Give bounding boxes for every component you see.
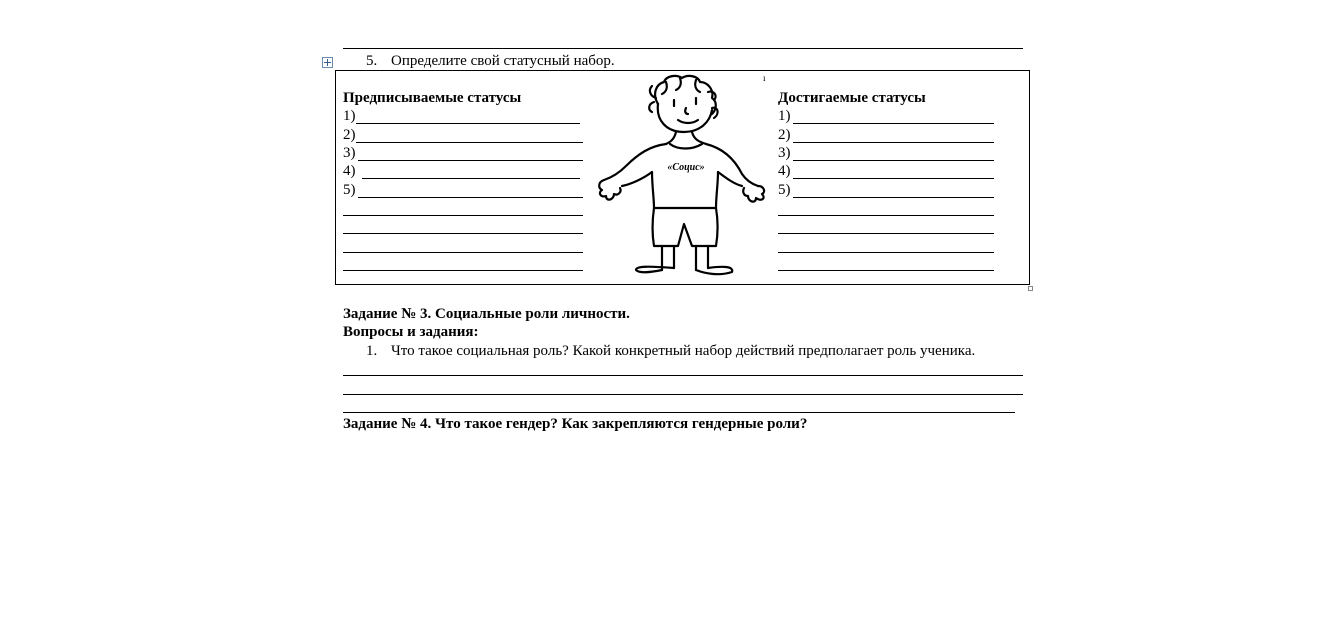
table-resize-handle[interactable] [1028, 286, 1033, 291]
achieved-line-9[interactable] [778, 270, 994, 271]
task-3-answer-line-1[interactable] [343, 375, 1023, 376]
socius-figure-drawing [596, 74, 768, 280]
task-3-subtitle: Вопросы и задания: [343, 324, 479, 340]
task-3-answer-line-3[interactable] [343, 412, 1015, 413]
ascribed-line-7[interactable] [343, 233, 583, 234]
ascribed-line-9[interactable] [343, 270, 583, 271]
achieved-row-5-number: 5) [778, 182, 791, 198]
cell-marker: ı [763, 73, 766, 83]
achieved-row-4-number: 4) [778, 163, 791, 179]
ascribed-row-4-number: 4) [343, 163, 356, 179]
achieved-line-2[interactable] [793, 142, 994, 143]
table-move-handle-icon[interactable] [322, 57, 333, 68]
ascribed-line-5[interactable] [358, 197, 583, 198]
task-4-title: Задание № 4. Что такое гендер? Как закрепляются гендерные роли? [343, 416, 808, 432]
achieved-line-8[interactable] [778, 252, 994, 253]
achieved-line-6[interactable] [778, 215, 994, 216]
ascribed-row-2-number: 2) [343, 127, 356, 143]
achieved-row-3-number: 3) [778, 145, 791, 161]
spell-check-mark [477, 104, 534, 107]
ascribed-line-6[interactable] [343, 215, 583, 216]
ascribed-statuses-label: Предписываемые статусы [343, 90, 522, 106]
achieved-line-7[interactable] [778, 233, 994, 234]
top-answer-line [343, 48, 1023, 49]
achieved-row-2-number: 2) [778, 127, 791, 143]
task-3-item-number: 1. [366, 343, 378, 359]
ascribed-line-3[interactable] [358, 160, 583, 161]
achieved-line-1[interactable] [793, 123, 994, 124]
achieved-line-3[interactable] [793, 160, 994, 161]
item-5-text: Определите свой статусный набор. [391, 53, 615, 69]
achieved-statuses-title: Достигаемые статусы [778, 90, 926, 106]
achieved-row-1-number: 1) [778, 108, 791, 124]
item-5-number: 5. [366, 53, 378, 69]
achieved-line-5[interactable] [793, 197, 994, 198]
achieved-line-4[interactable] [793, 178, 994, 179]
ascribed-line-8[interactable] [343, 252, 583, 253]
shirt-label: «Социс» [667, 162, 705, 173]
task-3-item-text: Что такое социальная роль? Какой конкретный набор действий предполагает роль ученика. [391, 343, 976, 359]
ascribed-row-3-number: 3) [343, 145, 356, 161]
ascribed-line-2[interactable] [356, 142, 583, 143]
ascribed-row-5-number: 5) [343, 182, 356, 198]
task-3-title: Задание № 3. Социальные роли личности. [343, 306, 630, 322]
task-3-answer-line-2[interactable] [343, 394, 1023, 395]
ascribed-line-1[interactable] [356, 123, 580, 124]
ascribed-row-1-number: 1) [343, 108, 356, 124]
ascribed-line-4[interactable] [362, 178, 580, 179]
spell-check-mark-2 [516, 431, 563, 434]
